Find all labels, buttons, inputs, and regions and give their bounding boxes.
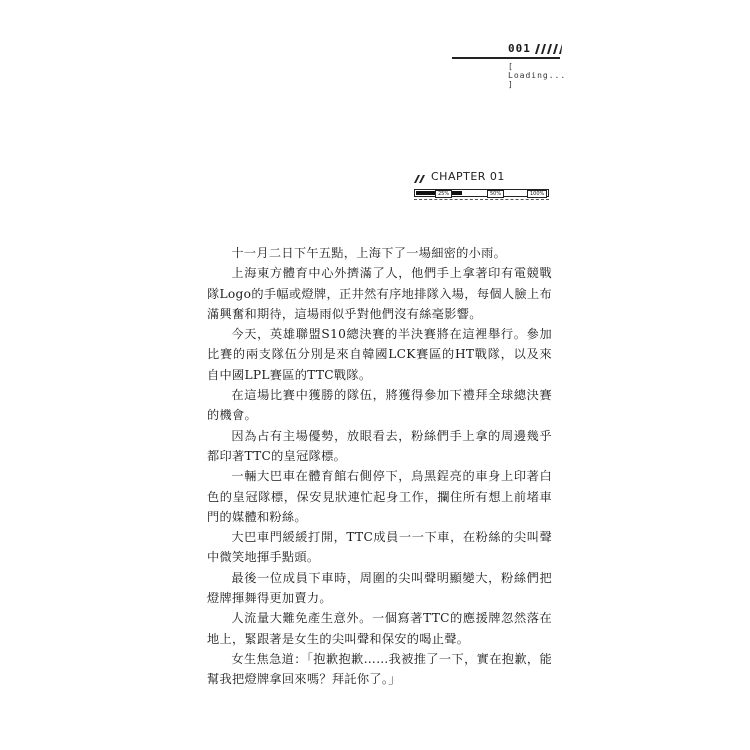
chapter-title: CHAPTER 01 [431,170,505,183]
progress-label-2: 50% [487,190,504,198]
chapter-stripes-icon [414,175,428,183]
page-number: 001 [508,42,531,55]
slash-stripes-icon [532,44,562,54]
paragraph: 大巴車門緩緩打開，TTC成員一一下車，在粉絲的尖叫聲中微笑地揮手點頭。 [207,530,552,565]
progress-label-1: 25% [435,190,452,198]
paragraph: 今天，英雄聯盟S10總決賽的半決賽將在這裡舉行。參加比賽的兩支隊伍分別是來自韓國LCK賽區的HT戰隊，以及來自中國LPL賽區的TTC戰隊。 [207,327,552,382]
paragraph: 十一月二日下午五點，上海下了一場細密的小雨。 [231,246,507,260]
header-rule [452,57,560,59]
progress-label-3: 100% [527,190,547,198]
chapter-underline [414,199,549,201]
paragraph: 人流量大難免產生意外。一個寫著TTC的應援牌忽然落在地上，緊跟著是女生的尖叫聲和保安的喝止聲。 [207,611,552,646]
paragraph: 上海東方體育中心外擠滿了人，他們手上拿著印有電競戰隊Logo的手幅或燈牌，正井然有序地排隊入場，每個人臉上布滿興奮和期待，這場雨似乎對他們沒有絲毫影響。 [207,266,552,321]
paragraph: 因為占有主場優勢，放眼看去，粉絲們手上拿的周邊幾乎都印著TTC的皇冠隊標。 [207,428,552,463]
chapter-progress-bar [414,189,549,197]
paragraph: 最後一位成員下車時，周圍的尖叫聲明顯變大，粉絲們把燈牌揮舞得更加賣力。 [207,570,552,606]
chapter-heading [414,170,554,210]
paragraph: 女生焦急道：「抱歉抱歉……我被推了一下，實在抱歉，能幫我把燈牌拿回來嗎？拜託你了。」 [207,651,552,687]
loading-label: [ Loading... ] [508,62,567,89]
running-header [452,42,570,89]
paragraph: 一輛大巴車在體育館右側停下，烏黑鋥亮的車身上印著白色的皇冠隊標，保安見狀連忙起身工作，攔住所有想上前堵車門的媒體和粉絲。 [207,469,552,524]
paragraph: 在這場比賽中獲勝的隊伍，將獲得參加下禮拜全球總決賽的機會。 [207,388,552,423]
body-text [207,243,552,690]
